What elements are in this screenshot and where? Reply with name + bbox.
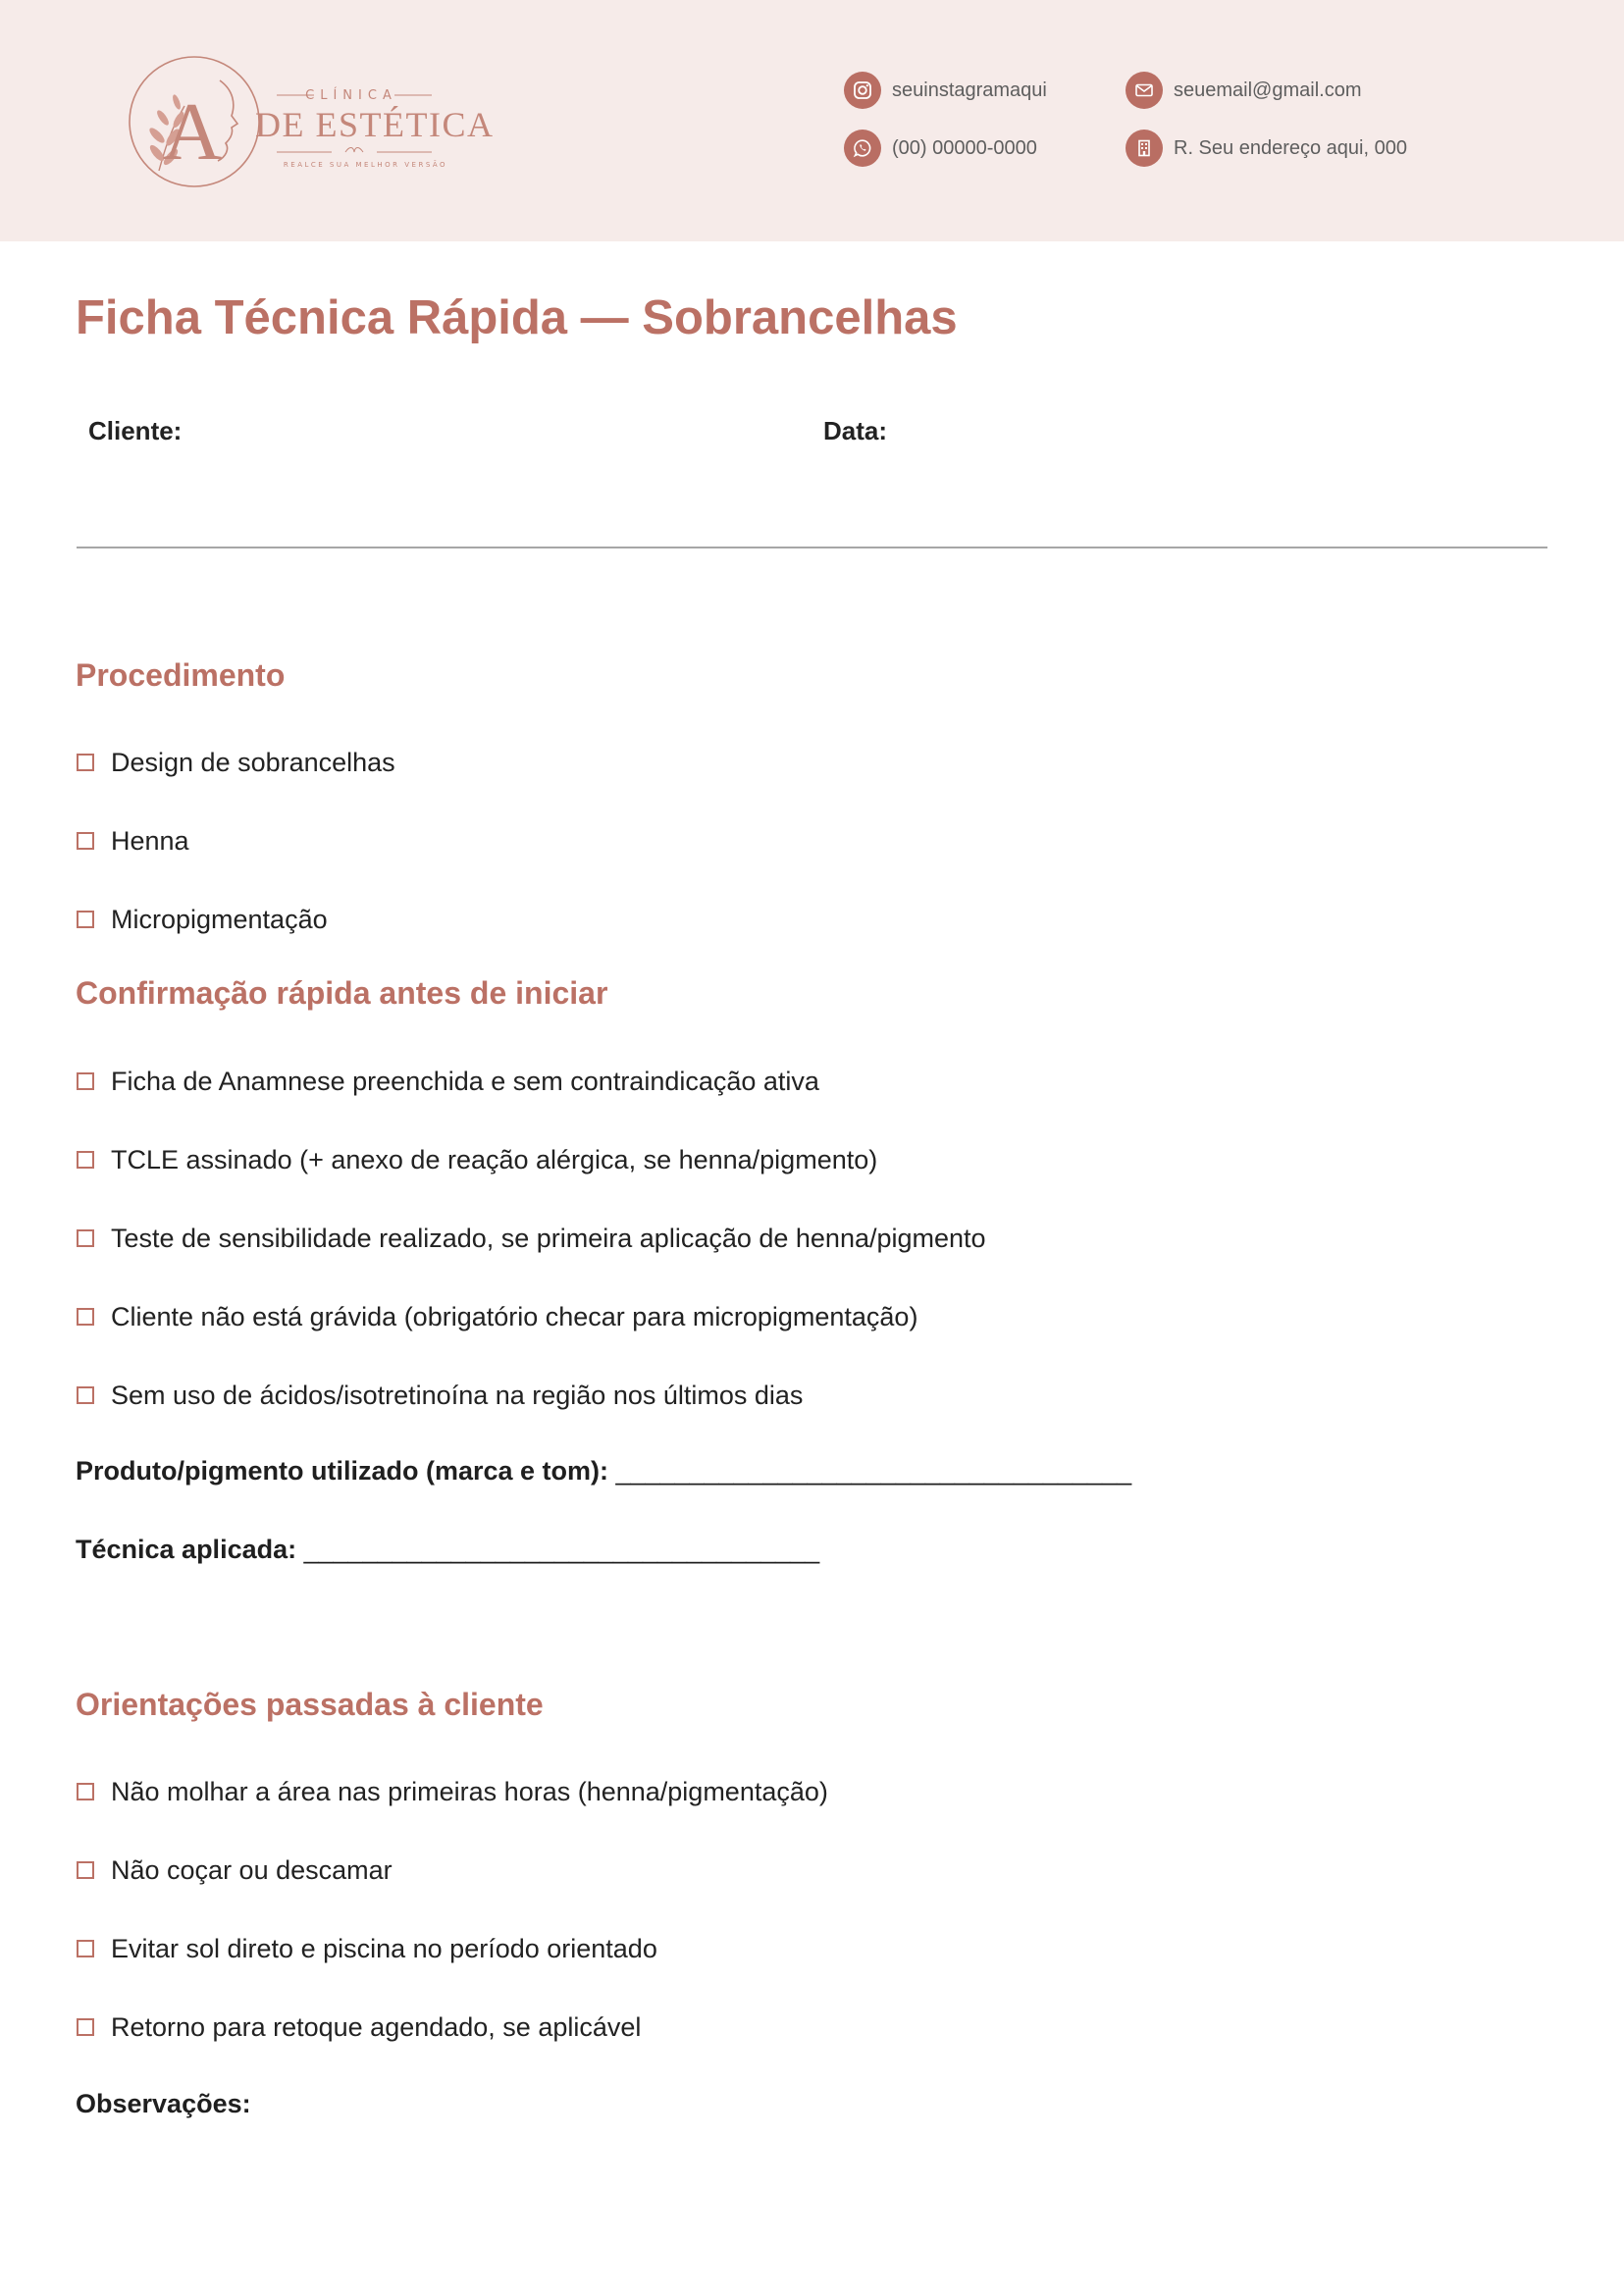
checkbox[interactable] (77, 2018, 94, 2036)
logo-main-text: DE ESTÉTICA (255, 105, 495, 144)
checkbox-item[interactable] (77, 1929, 657, 1968)
date-field-label[interactable]: Data: (823, 416, 888, 445)
checkbox[interactable] (77, 1861, 94, 1879)
product-field-blank[interactable]: ___________________________________ (615, 1456, 1132, 1486)
checkbox-item[interactable] (77, 1376, 803, 1415)
checkbox-label: Não molhar a área nas primeiras horas (henna/pigmentação) (111, 1776, 828, 1806)
checkbox-label: Teste de sensibilidade realizado, se primeira aplicação de henna/pigmento (111, 1223, 986, 1253)
checkbox-item[interactable] (77, 900, 328, 939)
email-text: seuemail@gmail.com (1174, 78, 1362, 101)
instagram-icon (844, 72, 881, 109)
checkbox-label: Sem uso de ácidos/isotretinoína na região nos últimos dias (111, 1380, 804, 1410)
section-heading-orientations: Orientações passadas à cliente (76, 1687, 544, 1722)
page-title: Ficha Técnica Rápida — Sobrancelhas (76, 291, 958, 344)
checkbox-item[interactable] (77, 1140, 877, 1179)
contact-instagram[interactable] (844, 71, 1047, 110)
section-heading-confirmation: Confirmação rápida antes de iniciar (76, 975, 608, 1011)
checkbox-label: Não coçar ou descamar (111, 1854, 393, 1885)
technique-field[interactable] (76, 1535, 819, 1565)
checkbox[interactable] (77, 1783, 94, 1800)
building-icon (1126, 130, 1163, 167)
checkbox[interactable] (77, 832, 94, 850)
section-heading-procedure: Procedimento (76, 657, 286, 693)
whatsapp-icon (844, 130, 881, 167)
client-field-label[interactable]: Cliente: (88, 416, 183, 445)
svg-text:A: A (162, 86, 223, 178)
checkbox[interactable] (77, 1308, 94, 1326)
instagram-text: seuinstagramaqui (892, 78, 1047, 101)
address-text: R. Seu endereço aqui, 000 (1174, 136, 1407, 159)
observations-label[interactable]: Observações: (76, 2089, 251, 2118)
phone-text: (00) 00000-0000 (892, 136, 1037, 159)
product-field-label: Produto/pigmento utilizado (marca e tom): (76, 1456, 609, 1486)
checkbox-item[interactable] (77, 743, 395, 782)
checkbox-label: Design de sobrancelhas (111, 747, 395, 777)
checkbox-item[interactable] (77, 821, 189, 861)
checkbox-label: TCLE assinado (+ anexo de reação alérgica, se henna/pigmento) (111, 1144, 878, 1174)
email-icon (1126, 72, 1163, 109)
checkbox-item[interactable] (77, 1851, 393, 1890)
contact-email[interactable] (1126, 71, 1361, 110)
checkbox-label: Retorno para retoque agendado, se aplicável (111, 2011, 642, 2042)
contact-address[interactable] (1126, 129, 1407, 168)
checkbox-label: Micropigmentação (111, 904, 328, 934)
checkbox[interactable] (77, 1386, 94, 1404)
checkbox-item[interactable] (77, 2008, 641, 2047)
checkbox-label: Ficha de Anamnese preenchida e sem contraindicação ativa (111, 1066, 819, 1096)
checkbox-item[interactable] (77, 1062, 819, 1101)
checkbox[interactable] (77, 754, 94, 771)
checkbox-label: Evitar sol direto e piscina no período orientado (111, 1933, 657, 1963)
divider-line (77, 547, 1547, 548)
checkbox[interactable] (77, 1151, 94, 1169)
checkbox-item[interactable] (77, 1219, 986, 1258)
technique-field-blank[interactable]: ___________________________________ (303, 1535, 820, 1564)
contact-phone[interactable] (844, 129, 1037, 168)
checkbox-item[interactable] (77, 1297, 917, 1336)
logo-tagline: REALCE SUA MELHOR VERSÃO (283, 161, 448, 169)
checkbox-label: Cliente não está grávida (obrigatório checar para micropigmentação) (111, 1301, 918, 1331)
checkbox[interactable] (77, 1072, 94, 1090)
product-field[interactable] (76, 1456, 1131, 1487)
checkbox[interactable] (77, 911, 94, 928)
page-header (0, 0, 1624, 241)
technique-field-label: Técnica aplicada: (76, 1535, 297, 1564)
checkbox-item[interactable] (77, 1772, 828, 1811)
checkbox-label: Henna (111, 825, 189, 856)
checkbox[interactable] (77, 1229, 94, 1247)
checkbox[interactable] (77, 1940, 94, 1957)
logo-top-text: CLÍNICA (305, 88, 397, 103)
